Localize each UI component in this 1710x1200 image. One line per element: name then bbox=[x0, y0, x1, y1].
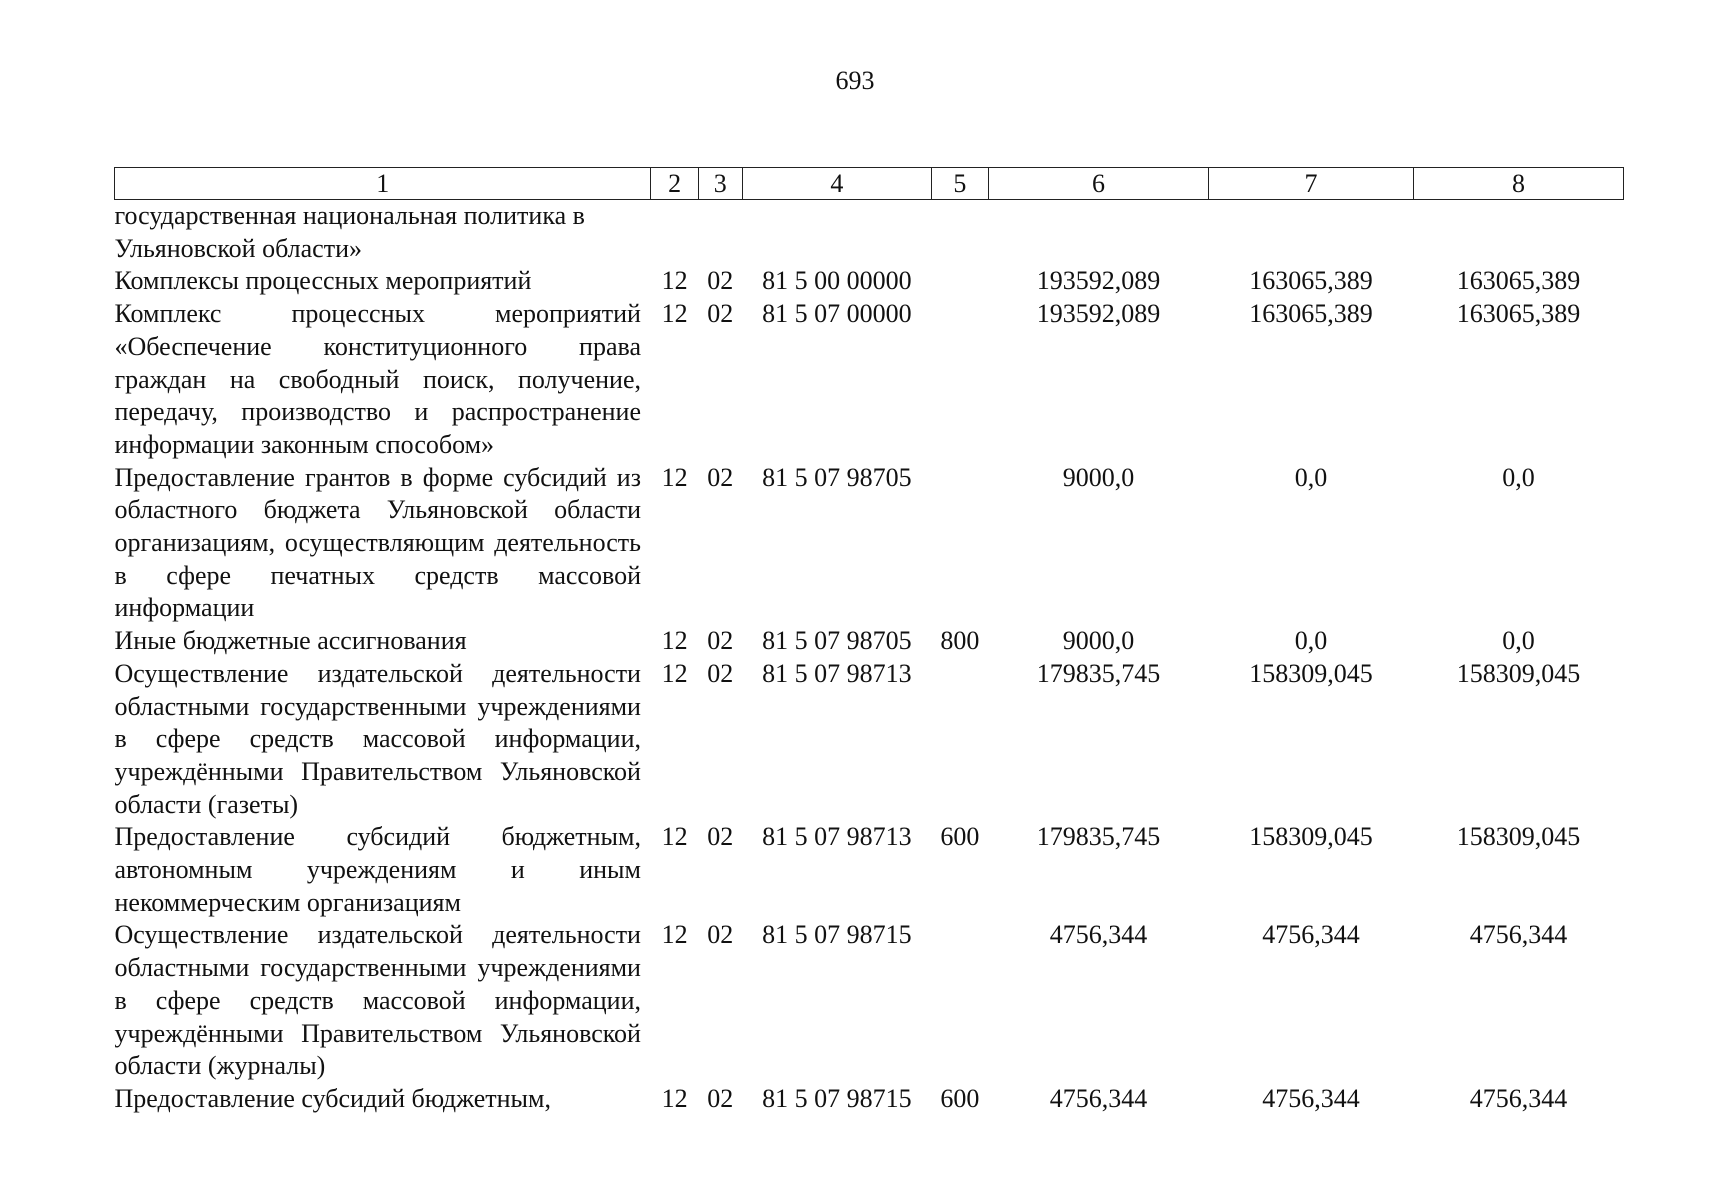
row-amount-col7: 0,0 bbox=[1294, 626, 1328, 656]
row-expense-type bbox=[931, 265, 988, 298]
row-section: 12 bbox=[661, 920, 688, 950]
row-amount-col7 bbox=[1209, 200, 1414, 266]
row-section: 12 bbox=[661, 1083, 688, 1113]
table-row bbox=[115, 625, 1624, 658]
row-amount-col6: 179835,745 bbox=[1036, 822, 1161, 852]
header-col-6: 6 bbox=[989, 168, 1209, 200]
row-target-article: 81 5 07 98713 bbox=[762, 822, 912, 852]
table-row bbox=[115, 200, 1624, 266]
row-amount-col7: 0,0 bbox=[1294, 462, 1328, 492]
row-target-article: 81 5 07 98715 bbox=[762, 920, 912, 950]
row-expense-type: 600 bbox=[940, 822, 980, 852]
row-expense-type: 800 bbox=[940, 626, 980, 656]
row-subsection: 02 bbox=[707, 822, 734, 852]
row-description: Комплекс процессных мероприятий «Обеспечение конституционного права граждан на свободный поиск, получение, передачу, производство и распространение информации законным способом» bbox=[114, 299, 641, 459]
row-expense-type bbox=[931, 200, 988, 266]
table-row bbox=[115, 1083, 1624, 1116]
row-subsection: 02 bbox=[707, 299, 734, 329]
row-description: Осуществление издательской деятельности областными государственными учреждениями в сфере средств массовой информации, учреждёнными Правительством Ульяновской области (журналы) bbox=[114, 920, 641, 1081]
row-amount-col6: 179835,745 bbox=[1036, 658, 1161, 688]
row-amount-col8: 163065,389 bbox=[1456, 299, 1581, 329]
row-subsection: 02 bbox=[707, 1083, 734, 1113]
page-number: 693 bbox=[835, 66, 875, 95]
row-amount-col8 bbox=[1414, 200, 1624, 266]
row-subsection: 02 bbox=[707, 626, 734, 656]
table-body bbox=[115, 200, 1624, 1116]
row-section: 12 bbox=[661, 658, 688, 688]
row-target-article: 81 5 07 98705 bbox=[762, 462, 912, 492]
header-row bbox=[115, 168, 1624, 200]
row-amount-col7: 4756,344 bbox=[1262, 920, 1360, 950]
row-subsection: 02 bbox=[707, 658, 734, 688]
row-amount-col8: 163065,389 bbox=[1456, 266, 1581, 296]
header-col-4: 4 bbox=[742, 168, 931, 200]
table-row bbox=[115, 462, 1624, 626]
row-subsection bbox=[698, 200, 742, 266]
row-section: 12 bbox=[661, 462, 688, 492]
row-amount-col6: 4756,344 bbox=[1049, 920, 1148, 950]
row-section: 12 bbox=[661, 266, 688, 296]
row-description: Предоставление субсидий бюджетным, автономным учреждениям и иным некоммерческим организациям bbox=[114, 822, 641, 917]
row-description: государственная национальная политика в Ульяновской области» bbox=[114, 201, 585, 263]
row-amount-col7: 163065,389 bbox=[1249, 299, 1373, 329]
table-row bbox=[115, 919, 1624, 1083]
row-amount-col7: 158309,045 bbox=[1249, 658, 1373, 688]
row-amount-col8: 158309,045 bbox=[1456, 658, 1581, 688]
row-expense-type bbox=[931, 462, 988, 626]
row-description: Предоставление субсидий бюджетным, bbox=[114, 1083, 551, 1113]
row-section: 12 bbox=[661, 299, 688, 329]
header-col-3: 3 bbox=[698, 168, 742, 200]
row-amount-col6: 4756,344 bbox=[1049, 1083, 1148, 1113]
row-target-article: 81 5 07 98713 bbox=[762, 658, 912, 688]
row-description: Предоставление грантов в форме субсидий из областного бюджета Ульяновской области организациям, осуществляющим деятельность в сфере печатных средств массовой информации bbox=[114, 462, 641, 623]
row-amount-col6: 193592,089 bbox=[1036, 299, 1161, 329]
row-expense-type: 600 bbox=[940, 1083, 980, 1113]
header-col-5: 5 bbox=[931, 168, 988, 200]
row-description: Осуществление издательской деятельности областными государственными учреждениями в сфере средств массовой информации, учреждёнными Правительством Ульяновской области (газеты) bbox=[114, 658, 641, 819]
row-amount-col6: 193592,089 bbox=[1036, 266, 1161, 296]
row-target-article: 81 5 07 98715 bbox=[762, 1083, 912, 1113]
table-row bbox=[115, 821, 1624, 919]
row-target-article bbox=[742, 200, 931, 266]
row-amount-col6 bbox=[989, 200, 1209, 266]
header-col-1: 1 bbox=[115, 168, 651, 200]
row-description: Иные бюджетные ассигнования bbox=[114, 626, 467, 656]
table-header bbox=[115, 168, 1624, 200]
row-amount-col8: 158309,045 bbox=[1456, 822, 1581, 852]
budget-table bbox=[114, 167, 1624, 1116]
table-row bbox=[115, 658, 1624, 822]
table-row bbox=[115, 265, 1624, 298]
row-amount-col8: 4756,344 bbox=[1469, 920, 1568, 950]
header-col-2: 2 bbox=[651, 168, 698, 200]
row-amount-col7: 163065,389 bbox=[1249, 266, 1373, 296]
header-col-8: 8 bbox=[1414, 168, 1624, 200]
header-col-7: 7 bbox=[1209, 168, 1414, 200]
table-row bbox=[115, 298, 1624, 462]
row-amount-col6: 9000,0 bbox=[1062, 626, 1135, 656]
budget-table-container bbox=[114, 167, 1624, 1116]
row-subsection: 02 bbox=[707, 462, 734, 492]
row-target-article: 81 5 07 98705 bbox=[762, 626, 912, 656]
row-amount-col8: 0,0 bbox=[1502, 462, 1535, 492]
row-amount-col7: 158309,045 bbox=[1249, 822, 1373, 852]
row-target-article: 81 5 07 00000 bbox=[762, 299, 912, 329]
row-section: 12 bbox=[661, 626, 688, 656]
row-amount-col6: 9000,0 bbox=[1062, 462, 1135, 492]
row-section bbox=[651, 200, 698, 266]
row-expense-type bbox=[931, 658, 988, 822]
row-amount-col7: 4756,344 bbox=[1262, 1083, 1360, 1113]
row-expense-type bbox=[931, 919, 988, 1083]
row-description: Комплексы процессных мероприятий bbox=[114, 266, 532, 296]
row-subsection: 02 bbox=[707, 920, 734, 950]
row-expense-type bbox=[931, 298, 988, 462]
row-amount-col8: 0,0 bbox=[1502, 626, 1535, 656]
row-subsection: 02 bbox=[707, 266, 734, 296]
row-target-article: 81 5 00 00000 bbox=[762, 266, 912, 296]
row-section: 12 bbox=[661, 822, 688, 852]
row-amount-col8: 4756,344 bbox=[1469, 1083, 1568, 1113]
